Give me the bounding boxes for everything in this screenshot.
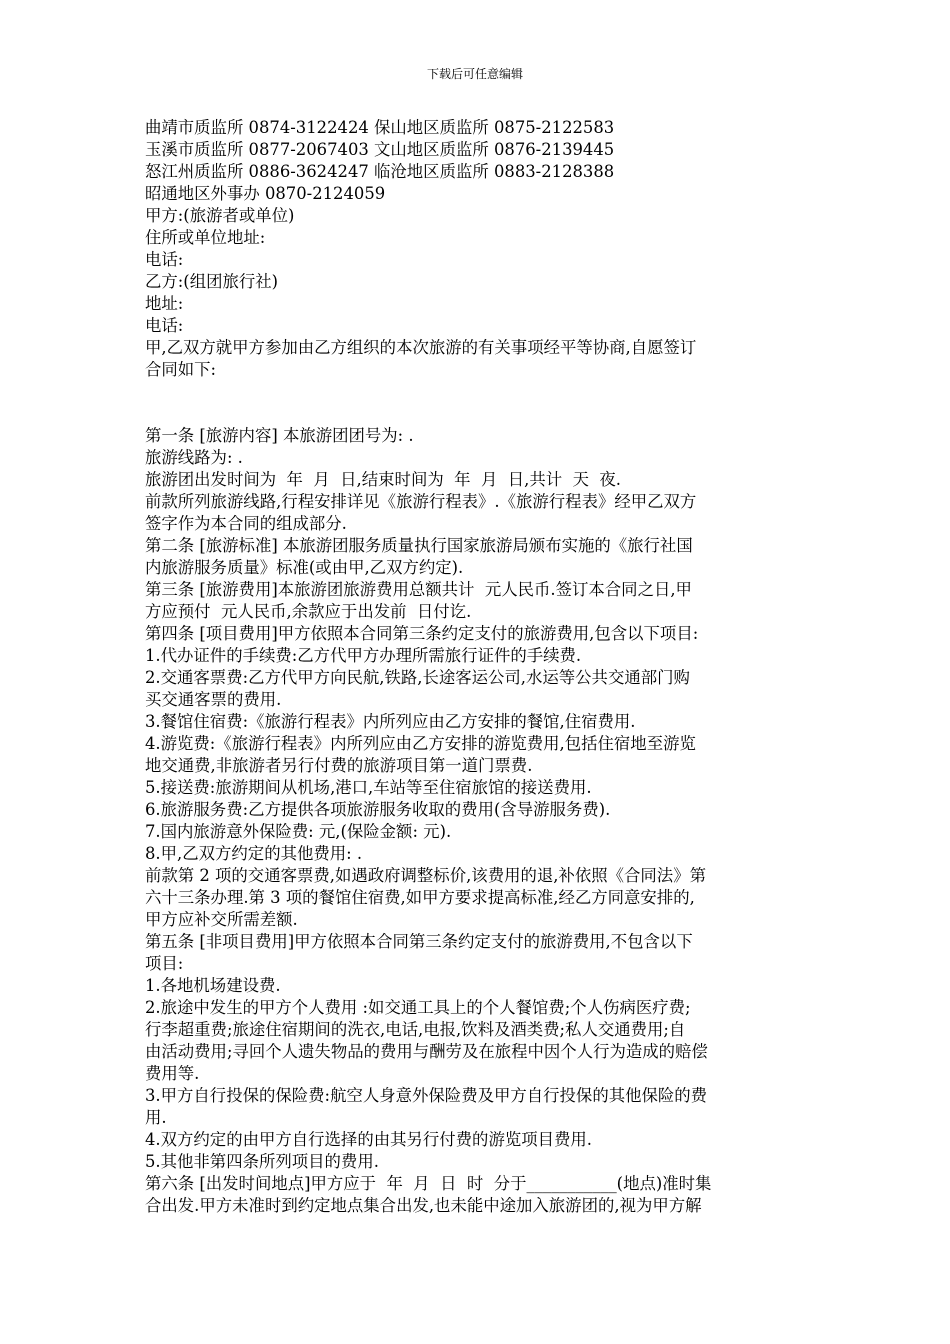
text-line: 旅游线路为: .	[145, 448, 243, 467]
text-line: 地址:	[145, 294, 184, 313]
text-line: 地交通费,非旅游者另行付费的旅游项目第一道门票费.	[145, 756, 533, 775]
text-line: 7.国内旅游意外保险费: 元,(保险金额: 元).	[145, 822, 452, 841]
text-line: 甲方应补交所需差额.	[145, 910, 298, 929]
contract-body	[145, 117, 810, 1217]
text-line: 买交通客票的费用.	[145, 690, 282, 709]
text-line: 电话:	[145, 250, 184, 269]
text-line: 行李超重费;旅途住宿期间的洗衣,电话,电报,饮料及酒类费;私人交通费用;自	[145, 1020, 686, 1039]
text-line: 费用等.	[145, 1064, 200, 1083]
text-line: 签字作为本合同的组成部分.	[145, 514, 347, 533]
blank-line	[145, 403, 810, 425]
text-line: 前款所列旅游线路,行程安排详见《旅游行程表》.《旅游行程表》经甲乙双方	[145, 492, 697, 511]
text-line: 内旅游服务质量》标准(或由甲,乙双方约定).	[145, 558, 464, 577]
text-line: 甲方:(旅游者或单位)	[145, 206, 295, 225]
text-line: 4.游览费:《旅游行程表》内所列应由乙方安排的游览费用,包括住宿地至游览	[145, 734, 696, 753]
text-line: 前款第 2 项的交通客票费,如遇政府调整标价,该费用的退,补依照《合同法》第	[145, 866, 706, 885]
text-line: 住所或单位地址:	[145, 228, 266, 247]
text-line: 5.其他非第四条所列项目的费用.	[145, 1152, 379, 1171]
text-line: 8.甲,乙双方约定的其他费用: .	[145, 844, 363, 863]
text-line: 由活动费用;寻回个人遗失物品的费用与酬劳及在旅程中因个人行为造成的赔偿	[145, 1042, 708, 1061]
text-line: 4.双方约定的由甲方自行选择的由其另行付费的游览项目费用.	[145, 1130, 593, 1149]
text-line: 玉溪市质监所 0877-2067403 文山地区质监所 0876-2139445	[145, 140, 615, 159]
text-line: 六十三条办理.第 3 项的餐馆住宿费,如甲方要求提高标准,经乙方同意安排的,	[145, 888, 695, 907]
text-line: 第四条 [项目费用]甲方依照本合同第三条约定支付的旅游费用,包含以下项目:	[145, 624, 699, 643]
text-line: 1.代办证件的手续费:乙方代甲方办理所需旅行证件的手续费.	[145, 646, 582, 665]
text-line: 1.各地机场建设费.	[145, 976, 281, 995]
download-note: 下载后可任意编辑	[426, 67, 523, 81]
text-line: 第六条 [出发时间地点]甲方应于 年 月 日 时 分于___________(地点)准时集	[145, 1174, 712, 1193]
text-line: 电话:	[145, 316, 184, 335]
text-line: 项目:	[145, 954, 184, 973]
text-line: 6.旅游服务费:乙方提供各项旅游服务收取的费用(含导游服务费).	[145, 800, 611, 819]
text-line: 第二条 [旅游标准] 本旅游团服务质量执行国家旅游局颁布实施的《旅行社国	[145, 536, 693, 555]
text-line: 甲,乙双方就甲方参加由乙方组织的本次旅游的有关事项经平等协商,自愿签订	[145, 338, 697, 357]
text-line: 用.	[145, 1108, 167, 1127]
text-line: 合出发.甲方未准时到约定地点集合出发,也未能中途加入旅游团的,视为甲方解	[145, 1196, 702, 1215]
text-line: 3.餐馆住宿费:《旅游行程表》内所列应由乙方安排的餐馆,住宿费用.	[145, 712, 636, 731]
text-line: 2.旅途中发生的甲方个人费用 :如交通工具上的个人餐馆费;个人伤病医疗费;	[145, 998, 691, 1017]
blank-line	[145, 381, 810, 403]
text-line: 5.接送费:旅游期间从机场,港口,车站等至住宿旅馆的接送费用.	[145, 778, 592, 797]
text-line: 乙方:(组团旅行社)	[145, 272, 279, 291]
text-line: 第一条 [旅游内容] 本旅游团团号为: .	[145, 426, 414, 445]
text-line: 第三条 [旅游费用]本旅游团旅游费用总额共计 元人民币.签订本合同之日,甲	[145, 580, 692, 599]
text-line: 昭通地区外事办 0870-2124059	[145, 184, 386, 203]
text-line: 怒江州质监所 0886-3624247 临沧地区质监所 0883-2128388	[145, 162, 615, 181]
text-line: 方应预付 元人民币,余款应于出发前 日付讫.	[145, 602, 472, 621]
text-line: 旅游团出发时间为 年 月 日,结束时间为 年 月 日,共计 天 夜.	[145, 470, 621, 489]
text-line: 第五条 [非项目费用]甲方依照本合同第三条约定支付的旅游费用,不包含以下	[145, 932, 693, 951]
text-line: 3.甲方自行投保的保险费:航空人身意外保险费及甲方自行投保的其他保险的费	[145, 1086, 708, 1105]
text-line: 2.交通客票费:乙方代甲方向民航,铁路,长途客运公司,水运等公共交通部门购	[145, 668, 690, 687]
text-line: 合同如下:	[145, 360, 217, 379]
text-line: 曲靖市质监所 0874-3122424 保山地区质监所 0875-2122583	[145, 118, 615, 137]
